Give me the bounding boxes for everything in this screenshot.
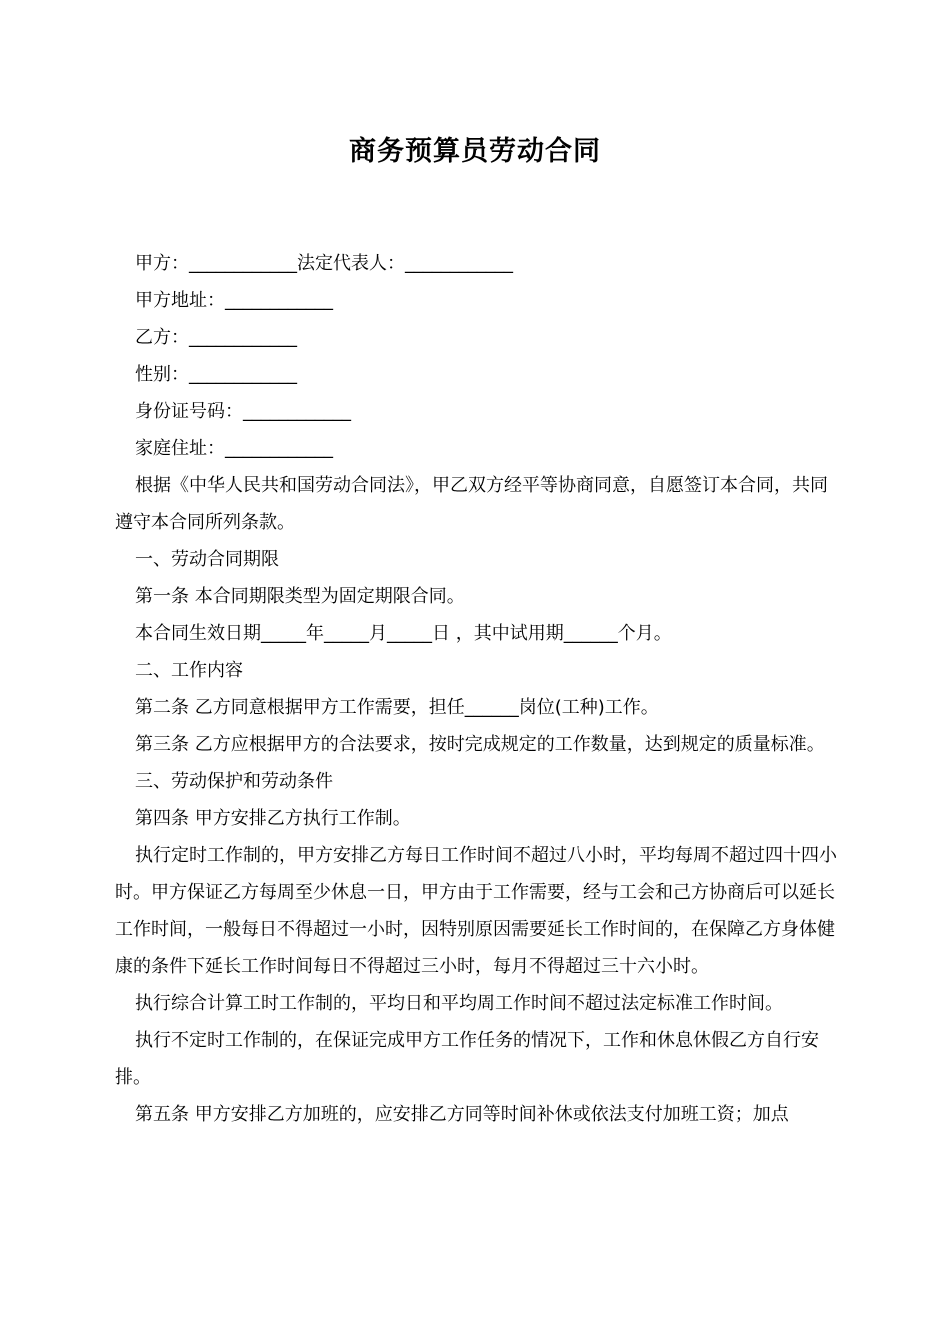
comprehensive-hours-paragraph: 执行综合计算工时工作制的，平均日和平均周工作时间不超过法定标准工作时间。: [135, 993, 783, 1014]
party-a-address-line: 甲方地址：____________: [135, 290, 333, 311]
party-b-line: 乙方：____________: [135, 327, 297, 348]
home-address-line: 家庭住址：____________: [135, 438, 333, 459]
section-heading-work-content: 二、工作内容: [135, 660, 243, 681]
section-heading-protection: 三、劳动保护和劳动条件: [135, 771, 333, 792]
article-4: 第四条 甲方安排乙方执行工作制。: [135, 808, 411, 829]
article-3: 第三条 乙方应根据甲方的合法要求，按时完成规定的工作数量，达到规定的质量标准。: [135, 734, 825, 755]
flexible-hours-paragraph: 执行不定时工作制的，在保证完成甲方工作任务的情况下，工作和休息休假乙方自行安排。: [115, 1030, 819, 1088]
article-5: 第五条 甲方安排乙方加班的，应安排乙方同等时间补休或依法支付加班工资；加点: [135, 1104, 789, 1125]
section-heading-term: 一、劳动合同期限: [135, 549, 279, 570]
fixed-hours-paragraph: 执行定时工作制的，甲方安排乙方每日工作时间不超过八小时，平均每周不超过四十四小时。甲方保证乙方每周至少休息一日，甲方由于工作需要，经与工会和己方协商后可以延长工作时间，一般每日不得超过一小时，因特别原因需要延长工作时间的，在保障乙方身体健康的条件下延长工作时间每日不得超过三小时，每月不得超过三十六小时。: [115, 845, 837, 977]
gender-line: 性别：____________: [135, 364, 297, 385]
article-1: 第一条 本合同期限类型为固定期限合同。: [135, 586, 465, 607]
document-body: [115, 245, 845, 1133]
article-2: 第二条 乙方同意根据甲方工作需要，担任______岗位(工种)工作。: [135, 697, 659, 718]
preamble-paragraph: 根据《中华人民共和国劳动合同法》，甲乙双方经平等协商同意，自愿签订本合同，共同遵守本合同所列条款。: [115, 475, 828, 533]
id-number-line: 身份证号码：____________: [135, 401, 351, 422]
effective-date-paragraph: 本合同生效日期_____年_____月_____日 ，其中试用期______个月。: [135, 623, 672, 644]
document-title: 商务预算员劳动合同: [349, 136, 601, 167]
party-a-line: 甲方：____________法定代表人：____________: [135, 253, 513, 274]
